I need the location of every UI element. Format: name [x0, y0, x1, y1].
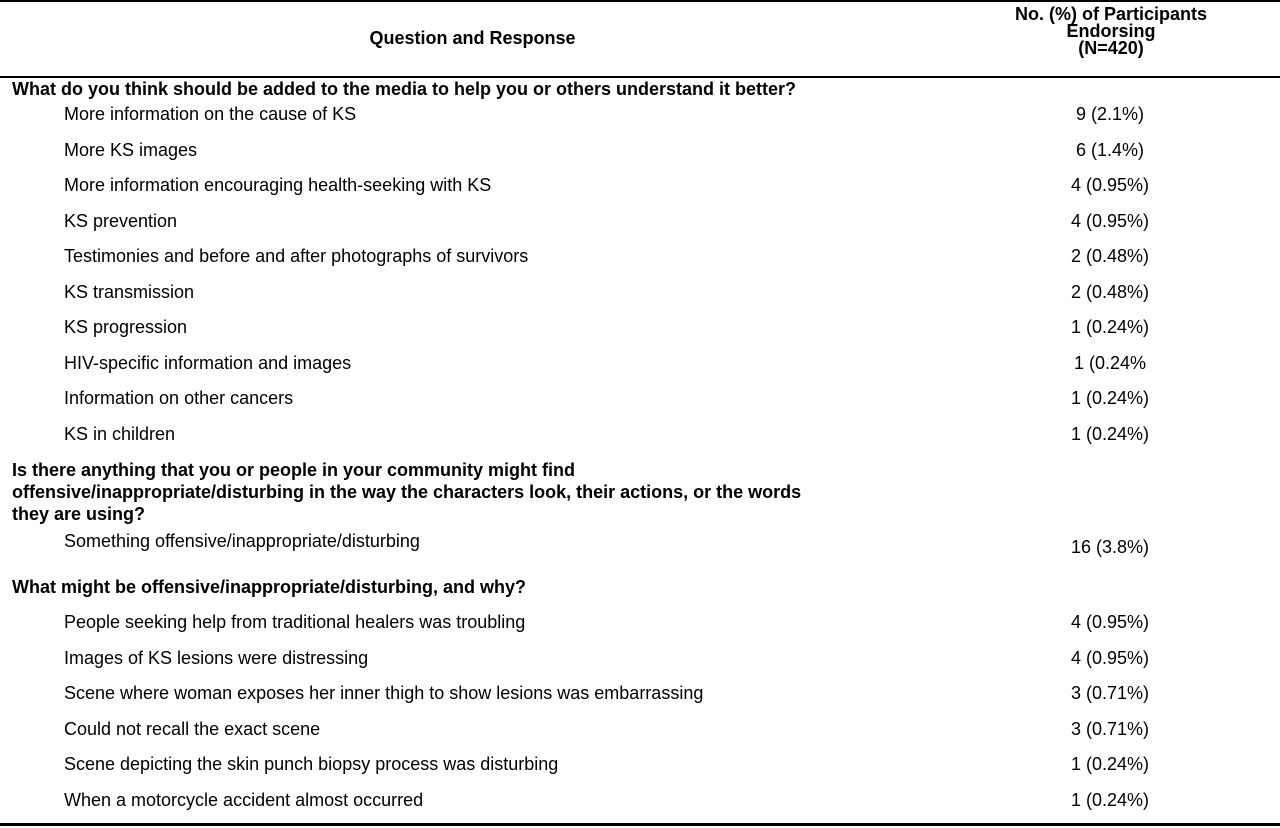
question-heading: [12, 576, 932, 598]
response-value: 1 (0.24%: [1073, 353, 1147, 373]
question-heading: [12, 459, 932, 525]
response-value: 3 (0.71%): [1070, 719, 1150, 739]
table-bottom-rule: [0, 823, 1280, 826]
question-line: What might be offensive/inappropriate/disturbing, and why?: [12, 577, 527, 597]
question-line: What do you think should be added to the media to help you or others understand it better?: [12, 79, 797, 99]
question-line: offensive/inappropriate/disturbing in the way the characters look, their actions, or the words: [12, 482, 802, 502]
column-header-line: No. (%) of Participants: [1014, 4, 1207, 24]
response-value: 2 (0.48%): [1070, 282, 1150, 302]
response-label: People seeking help from traditional healers was troubling: [64, 612, 526, 632]
response-value: 1 (0.24%): [1070, 790, 1150, 810]
response-value: 3 (0.71%): [1070, 683, 1150, 703]
response-label: Scene where woman exposes her inner thigh to show lesions was embarrassing: [64, 683, 704, 703]
question-line: Is there anything that you or people in your community might find: [12, 460, 576, 480]
table-top-rule: [0, 0, 1280, 2]
response-label: More KS images: [64, 140, 198, 160]
response-value: 1 (0.24%): [1070, 754, 1150, 774]
response-label: KS transmission: [64, 282, 195, 302]
question-line: they are using?: [12, 504, 146, 524]
question-heading: [12, 78, 932, 100]
response-label: More information encouraging health-seeking with KS: [64, 175, 492, 195]
response-label: Could not recall the exact scene: [64, 719, 321, 739]
column-header-line: (N=420): [1078, 38, 1144, 58]
column-header-line: Endorsing: [1066, 21, 1156, 41]
response-label: KS prevention: [64, 211, 178, 231]
response-label: Something offensive/inappropriate/disturbing: [64, 531, 420, 551]
response-label: Information on other cancers: [64, 388, 294, 408]
response-value: 1 (0.24%): [1070, 424, 1150, 444]
response-value: 16 (3.8%): [1070, 537, 1150, 557]
response-label: Scene depicting the skin punch biopsy process was disturbing: [64, 754, 559, 774]
response-value: 6 (1.4%): [1075, 140, 1145, 160]
response-value: 1 (0.24%): [1070, 317, 1150, 337]
response-label: Images of KS lesions were distressing: [64, 648, 369, 668]
response-label: KS in children: [64, 424, 176, 444]
response-value: 2 (0.48%): [1070, 246, 1150, 266]
column-header-question: Question and Response: [369, 28, 576, 48]
response-label: More information on the cause of KS: [64, 104, 357, 124]
response-value: 4 (0.95%): [1070, 612, 1150, 632]
response-label: Testimonies and before and after photographs of survivors: [64, 246, 529, 266]
response-value: 9 (2.1%): [1075, 104, 1145, 124]
response-value: 1 (0.24%): [1070, 388, 1150, 408]
response-label: KS progression: [64, 317, 188, 337]
response-label: When a motorcycle accident almost occurred: [64, 790, 424, 810]
column-header-participants: [945, 6, 1277, 57]
response-value: 4 (0.95%): [1070, 211, 1150, 231]
response-value: 4 (0.95%): [1070, 175, 1150, 195]
response-label: HIV-specific information and images: [64, 353, 352, 373]
response-value: 4 (0.95%): [1070, 648, 1150, 668]
